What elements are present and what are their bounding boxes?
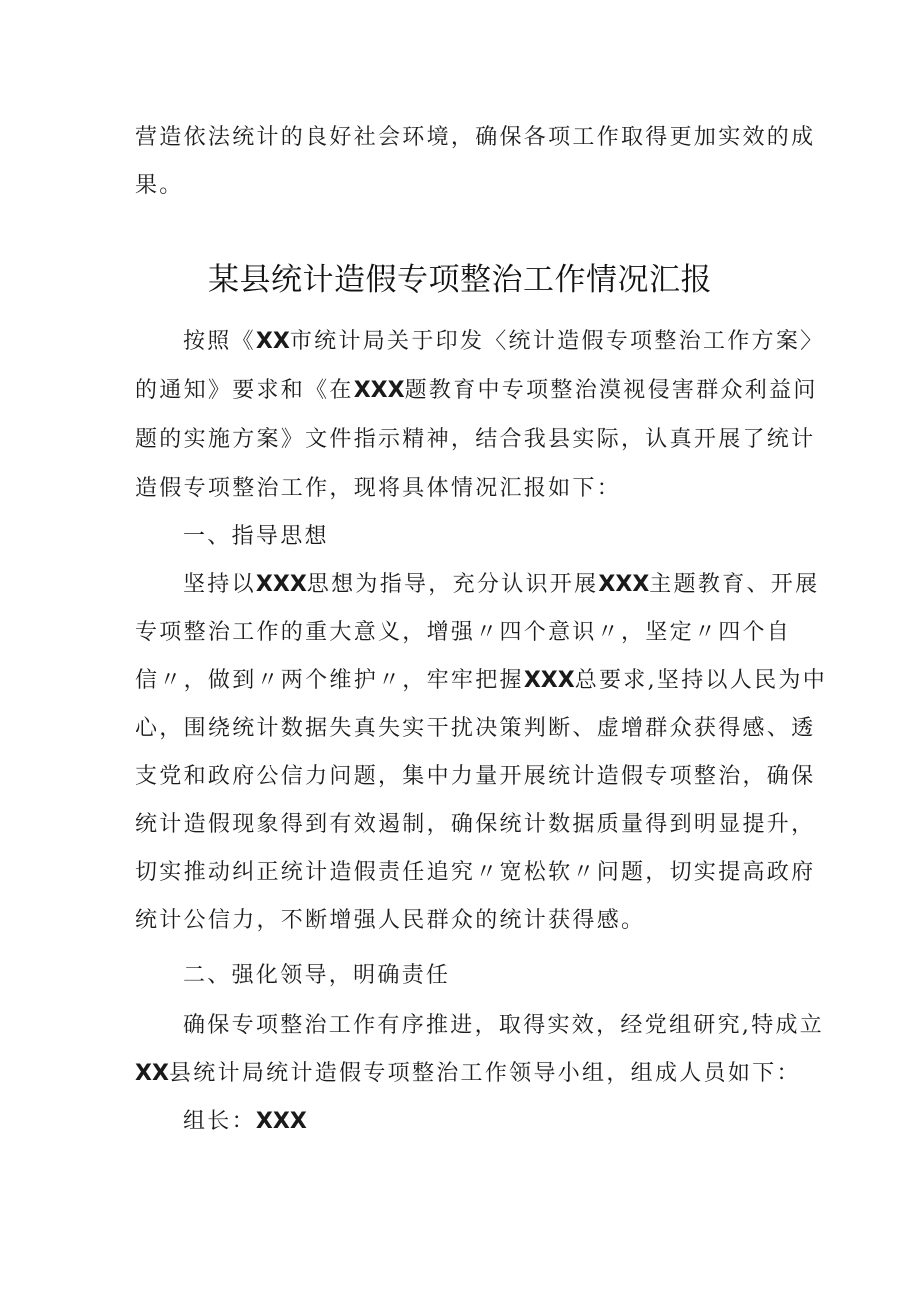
section2-line-2: XX县统计局统计造假专项整治工作领导小组，组成人员如下： xyxy=(135,1061,801,1086)
leader-name: XXX xyxy=(255,1109,307,1134)
intro-line-1: 按照《XX市统计局关于印发〈统计造假专项整治工作方案〉 xyxy=(183,329,825,354)
section1-line-7: 切实推动纠正统计造假责任追究〃宽松软〃问题，切实提高政府 xyxy=(135,860,816,885)
section1-heading: 一、指导思想 xyxy=(183,524,329,549)
section2-line-1: 确保专项整治工作有序推进，取得实效，经党组研究,特成立 xyxy=(183,1013,825,1038)
intro-line-4: 造假专项整治工作，现将具体情况汇报如下： xyxy=(135,476,622,501)
intro-line-3: 题的实施方案》文件指示精神，结合我县实际，认真开展了统计 xyxy=(135,427,816,452)
document-title: 某县统计造假专项整治工作情况汇报 xyxy=(208,262,712,298)
section1-line-6: 统计造假现象得到有效遏制，确保统计数据质量得到明显提升， xyxy=(135,812,816,837)
section1-line-4: 心，围绕统计数据失真失实干扰决策判断、虚增群众获得感、透 xyxy=(135,716,816,741)
section1-line-1: 坚持以XXX思想为指导，充分认识开展XXX主题教育、开展 xyxy=(183,572,820,597)
section1-line-5: 支党和政府公信力问题，集中力量开展统计造假专项整治，确保 xyxy=(135,764,816,789)
section1-line-8: 统计公信力，不断增强人民群众的统计获得感。 xyxy=(135,908,646,933)
carryover-line-2: 果。 xyxy=(135,173,184,198)
section1-line-2: 专项整治工作的重大意义，增强〃四个意识〃，坚定〃四个自 xyxy=(135,620,792,645)
section1-line-3: 信〃，做到〃两个维护〃，牢牢把握XXX总要求,坚持以人民为中 xyxy=(135,668,827,693)
leader-label: 组长： xyxy=(183,1109,256,1134)
leader-line xyxy=(183,1107,790,1137)
intro-line-2: 的通知》要求和《在XXX题教育中专项整治漠视侵害群众利益问 xyxy=(135,378,818,403)
section2-heading: 二、强化领导，明确责任 xyxy=(183,963,451,988)
carryover-line-1: 营造依法统计的良好社会环境，确保各项工作取得更加实效的成 xyxy=(135,125,816,150)
